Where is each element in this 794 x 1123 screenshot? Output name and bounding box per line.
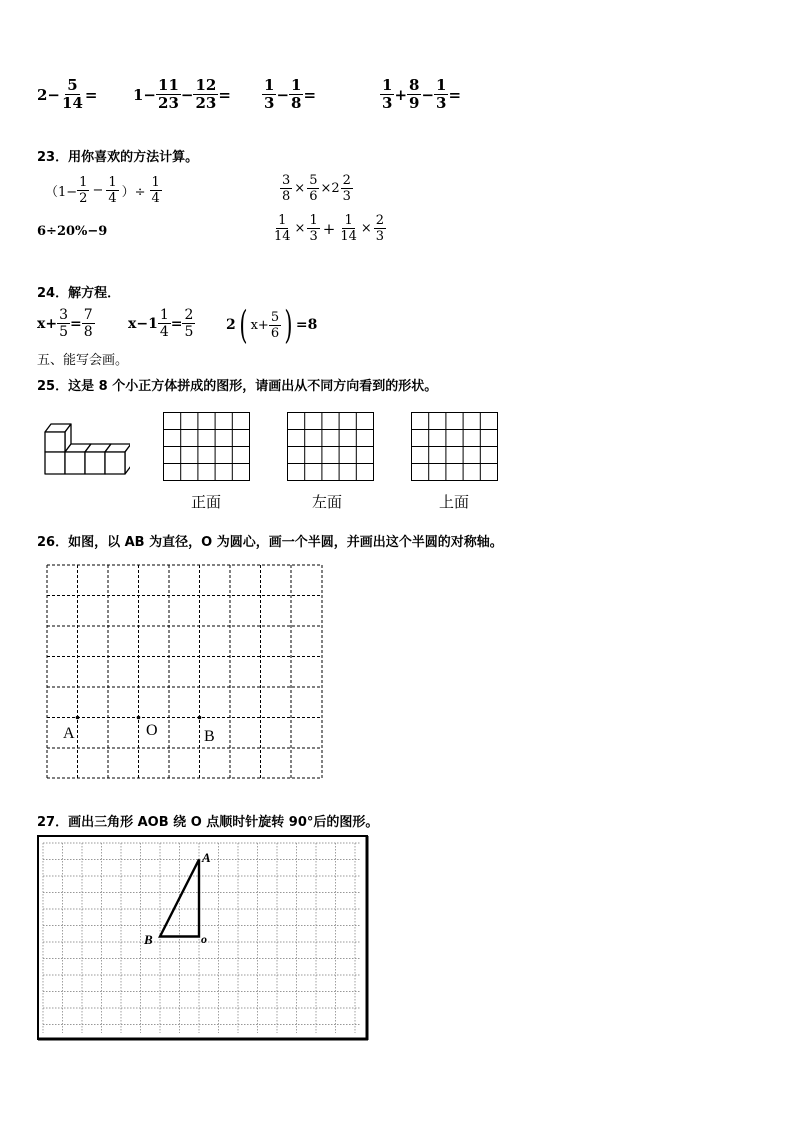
q22-expr-2: 1− $\frac{11}{23}$ − $\frac{12}{23}$ = xyxy=(133,76,231,112)
q23-expr-c: 6÷20%−9 xyxy=(37,224,108,239)
cube-figure xyxy=(40,415,130,477)
label-b: B xyxy=(204,728,215,745)
point-b xyxy=(198,716,202,720)
q24-eq-2: x−1 $\frac{1}{4}$ = $\frac{2}{5}$ xyxy=(128,307,194,340)
caption-front: 正面 xyxy=(191,493,222,511)
label-a: A xyxy=(63,725,75,742)
label-b: B xyxy=(144,932,153,947)
q22-expr-4: $\frac{1}{3}$ + $\frac{8}{9}$ − $\frac{1}{3}$ = xyxy=(382,76,462,112)
caption-top: 上面 xyxy=(439,493,470,511)
q24-eq-1: x+ $\frac{3}{5}$ = $\frac{7}{8}$ xyxy=(37,307,93,340)
q26-title: 26．如图，以 AB 为直径，O 为圆心，画一个半圆，并画出这个半圆的对称轴。 xyxy=(37,535,503,550)
label-o: o xyxy=(201,932,207,946)
left-view-grid[interactable] xyxy=(287,412,375,482)
q27-title: 27．画出三角形 AOB 绕 O 点顺时针旋转 90°后的图形。 xyxy=(37,815,379,830)
q23-expr-b: $\frac{3}{8}$ × $\frac{5}{6}$ ×2 $\frac{2}{3}$ xyxy=(282,173,351,204)
label-a: A xyxy=(202,850,211,865)
section-5-heading: 五、能写会画。 xyxy=(37,353,129,368)
point-a xyxy=(76,716,80,720)
q27-grid[interactable] xyxy=(37,835,370,1042)
q23-title: 23．用你喜欢的方法计算。 xyxy=(37,150,199,165)
q23-expr-a: （1− $\frac{1}{2}$ − $\frac{1}{4}$ ）÷ $\frac{1}{4}$ xyxy=(45,175,160,206)
q24-eq-3: 2 ( x+ $\frac{5}{6}$ ) =8 xyxy=(226,303,318,347)
q24-title: 24．解方程． xyxy=(37,286,121,301)
q26-dashed-grid[interactable] xyxy=(46,564,324,780)
q22-expr-1: 2− $\frac{5}{14}$ = xyxy=(37,76,98,112)
q22-expr-3: $\frac{1}{3}$ − $\frac{1}{8}$ = xyxy=(264,76,317,112)
q23-expr-d: $\frac{1}{14}$ × $\frac{1}{3}$ + $\frac{1}{14}$ × $\frac{2}{3}$ xyxy=(274,213,385,244)
point-o xyxy=(137,716,141,720)
label-o: O xyxy=(146,722,158,739)
top-view-grid[interactable] xyxy=(411,412,499,482)
front-view-grid[interactable] xyxy=(163,412,251,482)
q25-title: 25．这是 8 个小正方体拼成的图形，请画出从不同方向看到的形状。 xyxy=(37,379,438,394)
caption-left: 左面 xyxy=(312,493,343,511)
